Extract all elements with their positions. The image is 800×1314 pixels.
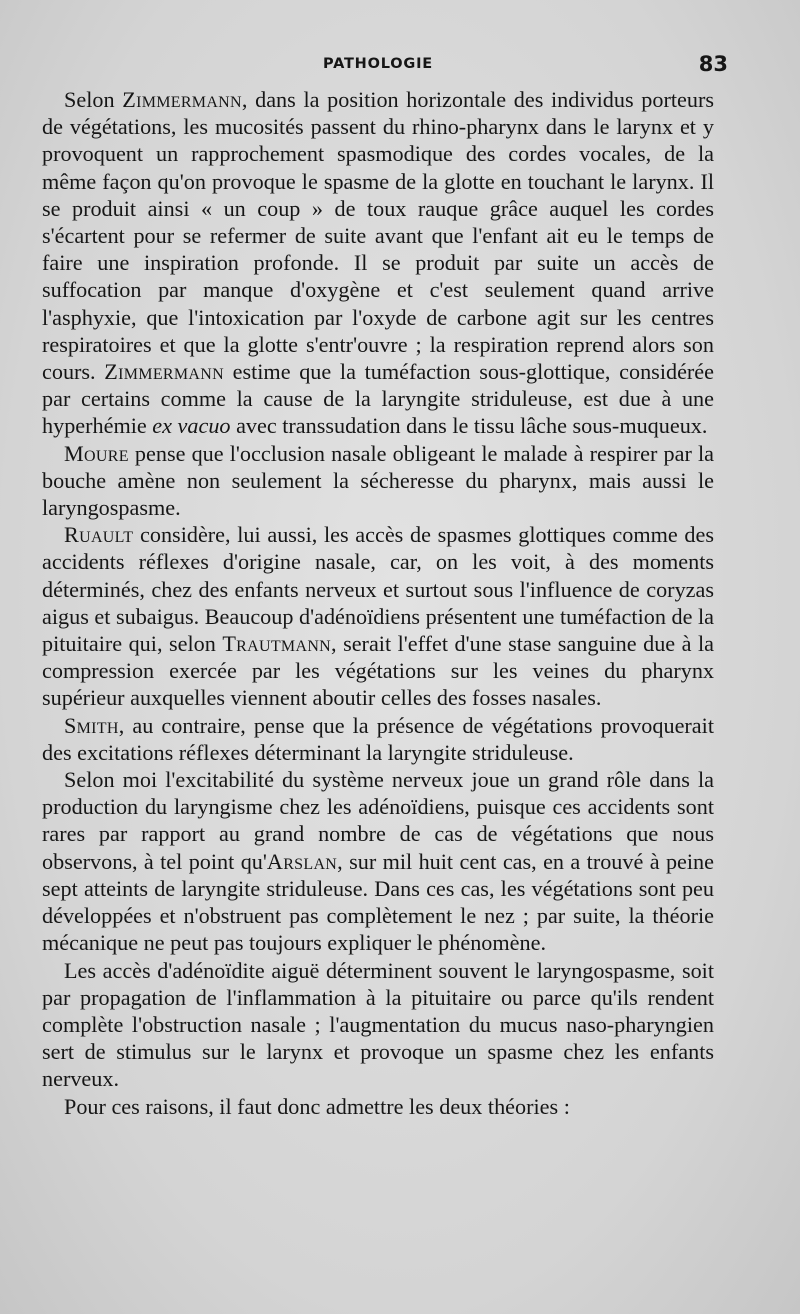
text-run: , serait l'effet d'une stase sanguine due à la compression exercée par les végétations sur les veines du pharynx supérieur auxquelles viennent aboutir celles des fosses nasales. xyxy=(42,631,715,711)
paragraph-conclusion xyxy=(42,1093,714,1120)
text-run: considère, lui aussi, les accès de spasmes glottiques comme des accidents réflexes d'origine nasale, car, on les voit, à des moments déterminés, chez des enfants nerveux et surtout sous l'influence de coryzas aigus et subaigus. Beaucoup d'adénoïdiens présentent une tuméfaction de la pituitaire qui, selon xyxy=(42,522,714,657)
page-header xyxy=(42,52,728,86)
text-run: Selon moi l'excitabilité du système nerveux joue un grand rôle dans la production du laryngisme chez les adénoïdiens, puisque ces accidents sont rares par rapport au grand nombre de cas de végétations que nous observons, à tel point qu' xyxy=(42,767,714,874)
paragraph-ruault xyxy=(42,521,714,711)
paragraph-adenoidite xyxy=(42,957,714,1093)
text-run: , dans la position horizontale des individus porteurs de végétations, les mucosités passent du rhino-pharynx dans le larynx et y provoquent un rapprochement spasmodique des cordes vocales, de la même façon qu'on provoque le spasme de la glotte en touchant le larynx. Il se produit ainsi « un coup » de toux rauque grâce auquel les cordes s'écartent pour se refermer de suite avant que l'enfant ait eu le temps de faire une inspiration profonde. Il se produit par suite un accès de suffocation par manque d'oxygène et c'est seulement quand arrive l'asphyxie, que l'intoxication par l'oxyde de carbone agit sur les centres respiratoires et que la glotte s'entr'ouvre ; la respiration reprend alors son cours. xyxy=(42,87,714,385)
author-name: Zimmermann xyxy=(122,87,242,112)
text-run: Selon xyxy=(64,87,123,112)
text-run: Pour ces raisons, il faut donc admettre les deux théories : xyxy=(64,1093,570,1119)
author-name: Arslan xyxy=(266,848,338,874)
body-text xyxy=(42,86,714,1120)
paragraph-smith xyxy=(42,712,714,766)
text-run: , sur mil huit cent cas, en a trouvé à peine sept atteints de laryngite striduleuse. Dans ces cas, les végétations sont peu développées et n'obstruent pas complètement le nez ; par suite, la théorie mécanique ne peut pas toujours expliquer le phénomène. xyxy=(42,848,714,956)
text-run: , au contraire, pense que la présence de végétations provoquerait des excitations réflexes déterminant la laryngite striduleuse. xyxy=(42,712,714,765)
text-run: estime que la tuméfaction sous-glottique, considérée par certains comme la cause de la laryngite striduleuse, est due à une hyperhémie xyxy=(42,359,715,439)
author-name: Trautmann xyxy=(222,631,332,657)
author-name: Smith xyxy=(64,712,119,738)
latin-phrase: ex vacuo xyxy=(152,413,231,439)
text-run: pense que l'occlusion nasale obligeant le malade à respirer par la bouche amène non seulement la sécheresse du pharynx, mais aussi le laryngospasme. xyxy=(42,440,714,521)
text-run: avec transsudation dans le tissu lâche sous-muqueux. xyxy=(230,413,708,439)
author-name: Zimmermann xyxy=(104,359,224,385)
running-head: PATHOLOGIE xyxy=(323,56,433,72)
author-name: Moure xyxy=(64,440,129,466)
paragraph-zimmermann xyxy=(42,86,714,440)
page-number: 83 xyxy=(698,52,728,76)
text-run: Les accès d'adénoïdite aiguë déterminent souvent le laryngospasme, soit par propagation de l'inflammation à la pituitaire ou parce qu'ils rendent complète l'obstruction nasale ; l'augmentation du mucus naso-pharyngien sert de stimulus sur le larynx et provoque un spasme chez les enfants nerveux. xyxy=(42,957,714,1092)
paragraph-moure xyxy=(42,440,714,522)
paragraph-selon-moi xyxy=(42,766,714,956)
author-name: Ruault xyxy=(64,522,134,548)
